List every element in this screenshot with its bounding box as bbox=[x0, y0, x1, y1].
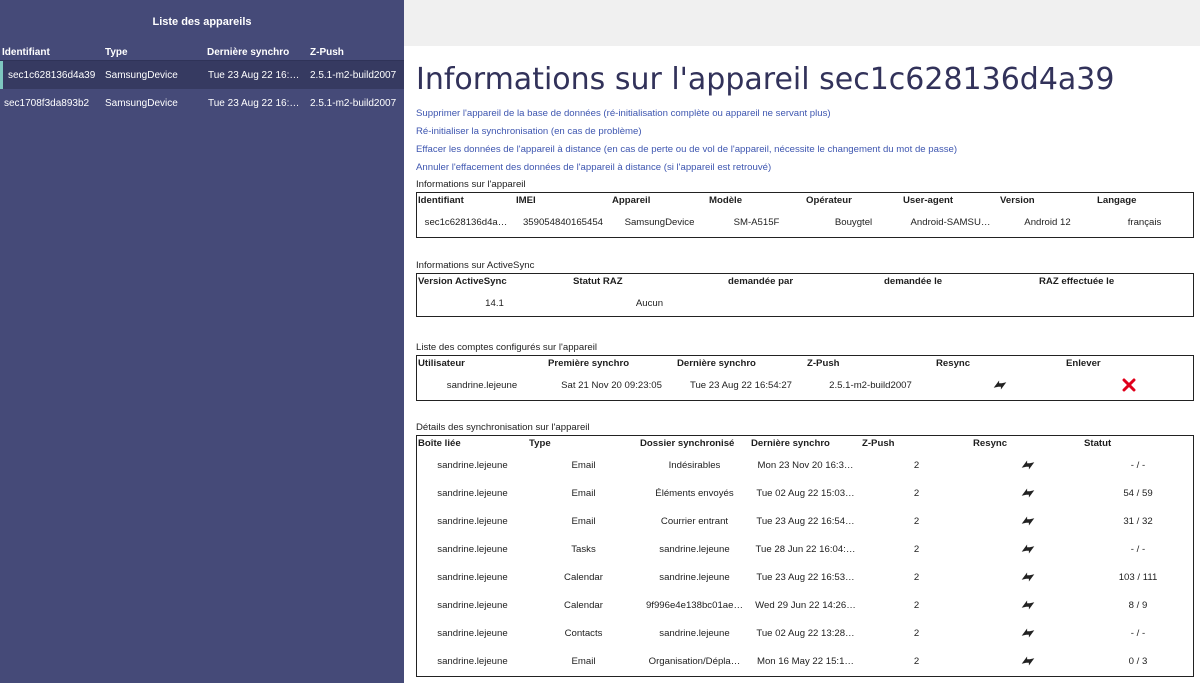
cell-boite-liee: sandrine.lejeune bbox=[437, 599, 508, 611]
cell-resync bbox=[972, 512, 1083, 530]
sync-details-title: Détails des synchronisation sur l'appareil bbox=[416, 422, 590, 433]
cell-boite-liee: sandrine.lejeune bbox=[437, 515, 508, 527]
col-zpush: Z-Push bbox=[862, 438, 895, 449]
table-row bbox=[417, 507, 1193, 535]
cell-resync bbox=[972, 568, 1083, 586]
cell-identifiant: sec1c628136d4a… bbox=[424, 216, 508, 228]
col-identifiant: Identifiant bbox=[418, 195, 464, 206]
cell-resync bbox=[972, 540, 1083, 558]
cell-derniere-synchro: Tue 02 Aug 22 13:28… bbox=[756, 627, 855, 639]
cell-type: Email bbox=[571, 487, 596, 499]
table-row bbox=[417, 619, 1193, 647]
table-row bbox=[417, 647, 1193, 675]
cell-statut: - / - bbox=[1130, 627, 1146, 639]
cell-dossier: 9f996e4e138bc01ae… bbox=[645, 599, 744, 611]
cell-boite-liee: sandrine.lejeune bbox=[437, 571, 508, 583]
cell-derniere-synchro: Tue 23 Aug 22 16:53… bbox=[756, 571, 855, 583]
col-resync: Resync bbox=[936, 358, 971, 369]
cell-statut-raz: Aucun bbox=[635, 297, 664, 309]
sync-icon[interactable] bbox=[1019, 484, 1037, 502]
col-modele: Modèle bbox=[709, 195, 743, 206]
col-user-agent: User-agent bbox=[903, 195, 954, 206]
sync-details-header bbox=[417, 436, 1193, 451]
col-derniere-synchro: Dernière synchro bbox=[677, 358, 756, 369]
header-identifiant[interactable]: Identifiant bbox=[2, 46, 50, 58]
cell-zpush: 2 bbox=[913, 655, 920, 667]
sync-icon[interactable] bbox=[1019, 596, 1037, 614]
cell-zpush: 2.5.1-m2-build2007 bbox=[829, 379, 912, 391]
activesync-title: Informations sur ActiveSync bbox=[416, 260, 535, 271]
device-type: SamsungDevice bbox=[105, 97, 178, 109]
cell-resync bbox=[935, 376, 1065, 394]
cell-dossier: Organisation/Dépla… bbox=[648, 655, 741, 667]
cell-type: Calendar bbox=[564, 599, 603, 611]
col-operateur: Opérateur bbox=[806, 195, 852, 206]
cell-dossier: Courrier entrant bbox=[660, 515, 729, 527]
device-row[interactable] bbox=[0, 89, 404, 117]
col-type: Type bbox=[529, 438, 551, 449]
cell-dossier: sandrine.lejeune bbox=[659, 571, 730, 583]
table-row bbox=[417, 479, 1193, 507]
table-row bbox=[417, 451, 1193, 479]
cell-zpush: 2 bbox=[913, 599, 920, 611]
cell-boite-liee: sandrine.lejeune bbox=[437, 459, 508, 471]
activesync-table bbox=[416, 273, 1194, 317]
cell-boite-liee: sandrine.lejeune bbox=[437, 543, 508, 555]
sync-icon[interactable] bbox=[1019, 652, 1037, 670]
cell-zpush: 2 bbox=[913, 543, 920, 555]
reset-sync-link[interactable]: Ré-initialiser la synchronisation (en cas de problème) bbox=[416, 126, 642, 137]
cell-user-agent: Android-SAMSU… bbox=[910, 216, 991, 228]
cell-statut: - / - bbox=[1130, 543, 1146, 555]
col-enlever: Enlever bbox=[1066, 358, 1101, 369]
device-type: SamsungDevice bbox=[105, 69, 178, 81]
device-list-sidebar bbox=[0, 0, 404, 683]
top-bar bbox=[404, 0, 1200, 46]
col-version-activesync: Version ActiveSync bbox=[418, 276, 507, 287]
header-zpush[interactable]: Z-Push bbox=[310, 46, 344, 58]
cell-boite-liee: sandrine.lejeune bbox=[437, 627, 508, 639]
cell-statut: 8 / 9 bbox=[1128, 599, 1148, 611]
remote-wipe-link[interactable]: Effacer les données de l'appareil à distance (en cas de perte ou de vol de l'appareil, nécessite le changement du mot de passe) bbox=[416, 144, 958, 155]
cell-type: Tasks bbox=[571, 543, 596, 555]
device-last-sync: Tue 23 Aug 22 16:… bbox=[208, 69, 300, 81]
sync-icon[interactable] bbox=[1019, 512, 1037, 530]
cell-version: Android 12 bbox=[1024, 216, 1071, 228]
cell-dossier: Indésirables bbox=[668, 459, 721, 471]
col-demandee-par: demandée par bbox=[728, 276, 794, 287]
header-last-sync[interactable]: Dernière synchro bbox=[207, 46, 290, 58]
cell-statut: - / - bbox=[1130, 459, 1146, 471]
cell-langage: français bbox=[1127, 216, 1162, 228]
device-id: sec1708f3da893b2 bbox=[4, 97, 90, 109]
col-statut-raz: Statut RAZ bbox=[573, 276, 623, 287]
cell-resync bbox=[972, 652, 1083, 670]
cell-resync bbox=[972, 596, 1083, 614]
cell-type: Contacts bbox=[564, 627, 603, 639]
cell-imei: 359054840165454 bbox=[522, 216, 604, 228]
accounts-table bbox=[416, 355, 1194, 401]
col-version: Version bbox=[1000, 195, 1035, 206]
col-resync: Resync bbox=[973, 438, 1008, 449]
table-row bbox=[417, 208, 1193, 236]
cell-derniere-synchro: Tue 23 Aug 22 16:54:27 bbox=[689, 379, 793, 391]
cell-modele: SM-A515F bbox=[733, 216, 780, 228]
table-row bbox=[417, 371, 1193, 399]
cell-dossier: Éléments envoyés bbox=[655, 487, 734, 499]
cell-resync bbox=[972, 456, 1083, 474]
cell-appareil: SamsungDevice bbox=[624, 216, 695, 228]
col-imei: IMEI bbox=[516, 195, 536, 206]
delete-device-link[interactable]: Supprimer l'appareil de la base de données (ré-initialisation complète ou appareil ne servant plus) bbox=[416, 108, 831, 119]
page-title: Informations sur l'appareil sec1c628136d4a39 bbox=[416, 62, 1115, 97]
device-zpush: 2.5.1-m2-build2007 bbox=[310, 69, 397, 81]
cell-premiere-synchro: Sat 21 Nov 20 09:23:05 bbox=[561, 379, 662, 391]
cell-statut: 31 / 32 bbox=[1123, 515, 1153, 527]
close-icon[interactable] bbox=[1121, 377, 1137, 393]
cell-dossier: sandrine.lejeune bbox=[659, 543, 730, 555]
device-zpush: 2.5.1-m2-build2007 bbox=[310, 97, 397, 109]
cell-statut: 0 / 3 bbox=[1128, 655, 1148, 667]
cell-zpush: 2 bbox=[913, 571, 920, 583]
device-info-title: Informations sur l'appareil bbox=[416, 179, 526, 190]
accounts-header bbox=[417, 356, 1193, 371]
cell-statut: 54 / 59 bbox=[1123, 487, 1153, 499]
col-premiere-synchro: Première synchro bbox=[548, 358, 630, 369]
device-row[interactable] bbox=[0, 61, 404, 89]
cell-derniere-synchro: Mon 16 May 22 15:1… bbox=[756, 655, 855, 667]
cell-derniere-synchro: Wed 29 Jun 22 14:26… bbox=[755, 599, 856, 611]
device-details bbox=[416, 46, 1194, 677]
table-row bbox=[417, 289, 1193, 317]
cell-type: Email bbox=[571, 515, 596, 527]
cell-zpush: 2 bbox=[913, 515, 920, 527]
header-type[interactable]: Type bbox=[105, 46, 128, 58]
cell-derniere-synchro: Tue 28 Jun 22 16:04:… bbox=[755, 543, 856, 555]
device-list-header bbox=[0, 44, 404, 61]
sync-details-table bbox=[416, 435, 1194, 677]
col-utilisateur: Utilisateur bbox=[418, 358, 465, 369]
col-zpush: Z-Push bbox=[807, 358, 840, 369]
col-appareil: Appareil bbox=[612, 195, 651, 206]
device-info-table bbox=[416, 192, 1194, 238]
col-statut: Statut bbox=[1084, 438, 1112, 449]
sync-icon[interactable] bbox=[1019, 456, 1037, 474]
activesync-header bbox=[417, 274, 1193, 289]
sync-icon[interactable] bbox=[1019, 624, 1037, 642]
cell-type: Calendar bbox=[564, 571, 603, 583]
cell-dossier: sandrine.lejeune bbox=[659, 627, 730, 639]
col-langage: Langage bbox=[1097, 195, 1137, 206]
cell-operateur: Bouygtel bbox=[834, 216, 873, 228]
device-actions bbox=[416, 105, 1194, 177]
cell-boite-liee: sandrine.lejeune bbox=[437, 655, 508, 667]
cell-derniere-synchro: Tue 23 Aug 22 16:54… bbox=[756, 515, 855, 527]
cell-enlever bbox=[1065, 377, 1193, 393]
device-info-header bbox=[417, 193, 1193, 208]
col-dossier-synchronise: Dossier synchronisé bbox=[640, 438, 735, 449]
accounts-title: Liste des comptes configurés sur l'appareil bbox=[416, 342, 598, 353]
col-demandee-le: demandée le bbox=[884, 276, 943, 287]
sync-icon[interactable] bbox=[1019, 568, 1037, 586]
device-id: sec1c628136d4a39 bbox=[8, 69, 96, 81]
sync-icon[interactable] bbox=[991, 376, 1009, 394]
col-derniere-synchro: Dernière synchro bbox=[751, 438, 830, 449]
sidebar-title: Liste des appareils bbox=[152, 16, 252, 28]
cell-derniere-synchro: Tue 02 Aug 22 15:03… bbox=[756, 487, 855, 499]
table-row bbox=[417, 591, 1193, 619]
cell-resync bbox=[972, 624, 1083, 642]
cell-type: Email bbox=[571, 655, 596, 667]
sync-icon[interactable] bbox=[1019, 540, 1037, 558]
cell-zpush: 2 bbox=[913, 487, 920, 499]
cell-utilisateur: sandrine.lejeune bbox=[446, 379, 518, 391]
device-last-sync: Tue 23 Aug 22 16:… bbox=[208, 97, 300, 109]
cell-statut: 103 / 111 bbox=[1118, 571, 1158, 583]
col-boite-liee: Boîte liée bbox=[418, 438, 461, 449]
table-row bbox=[417, 563, 1193, 591]
cell-zpush: 2 bbox=[913, 459, 920, 471]
cell-boite-liee: sandrine.lejeune bbox=[437, 487, 508, 499]
cell-type: Email bbox=[571, 459, 596, 471]
cell-version-activesync: 14.1 bbox=[485, 297, 504, 309]
col-raz-effectuee-le: RAZ effectuée le bbox=[1039, 276, 1115, 287]
cell-zpush: 2 bbox=[913, 627, 920, 639]
table-row bbox=[417, 535, 1193, 563]
cell-resync bbox=[972, 484, 1083, 502]
cell-derniere-synchro: Mon 23 Nov 20 16:3… bbox=[757, 459, 854, 471]
cancel-wipe-link[interactable]: Annuler l'effacement des données de l'appareil à distance (si l'appareil est retrouvé) bbox=[416, 162, 772, 173]
